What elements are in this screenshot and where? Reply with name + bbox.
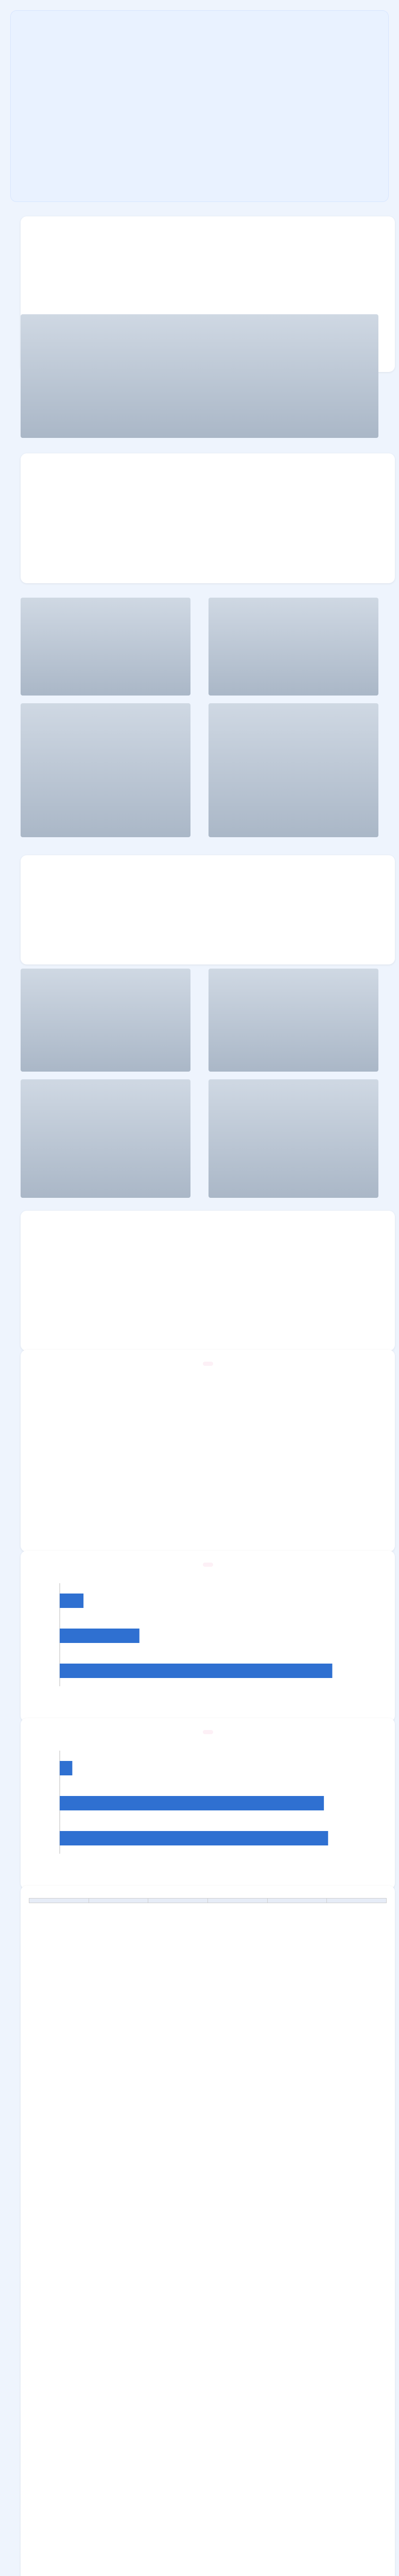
photo-1 [21,598,190,696]
data-table-card [21,1886,395,2576]
bar1-card [21,1551,395,1722]
pie-title [203,1362,213,1366]
lab-photo [21,314,378,438]
bar [60,1594,83,1608]
bar [60,1796,324,1810]
table-header [327,1899,387,1903]
bar2-card [21,1718,395,1889]
photo-5 [21,969,190,1072]
table-header [89,1899,148,1903]
section-2 [21,1211,395,1351]
table-header [148,1899,208,1903]
data-table [29,1898,387,1903]
table-header [207,1899,267,1903]
photo-8 [209,1079,378,1198]
bar1-title [203,1563,213,1567]
bar [60,1664,332,1678]
section-1 [21,453,395,583]
photo-2 [209,598,378,696]
bar [60,1831,328,1845]
table-header [29,1899,89,1903]
bar [60,1629,140,1643]
section-1b [21,855,395,964]
bar-chart-1 [29,1573,370,1697]
hero-banner [10,10,389,202]
table-header [267,1899,327,1903]
photo-4 [209,703,378,837]
photo-3 [21,703,190,837]
bar-chart-2 [29,1740,370,1864]
pie-chart [29,1372,370,1527]
pie-card [21,1350,395,1552]
bar2-title [203,1730,213,1734]
bar [60,1761,72,1775]
photo-6 [209,969,378,1072]
photo-7 [21,1079,190,1198]
